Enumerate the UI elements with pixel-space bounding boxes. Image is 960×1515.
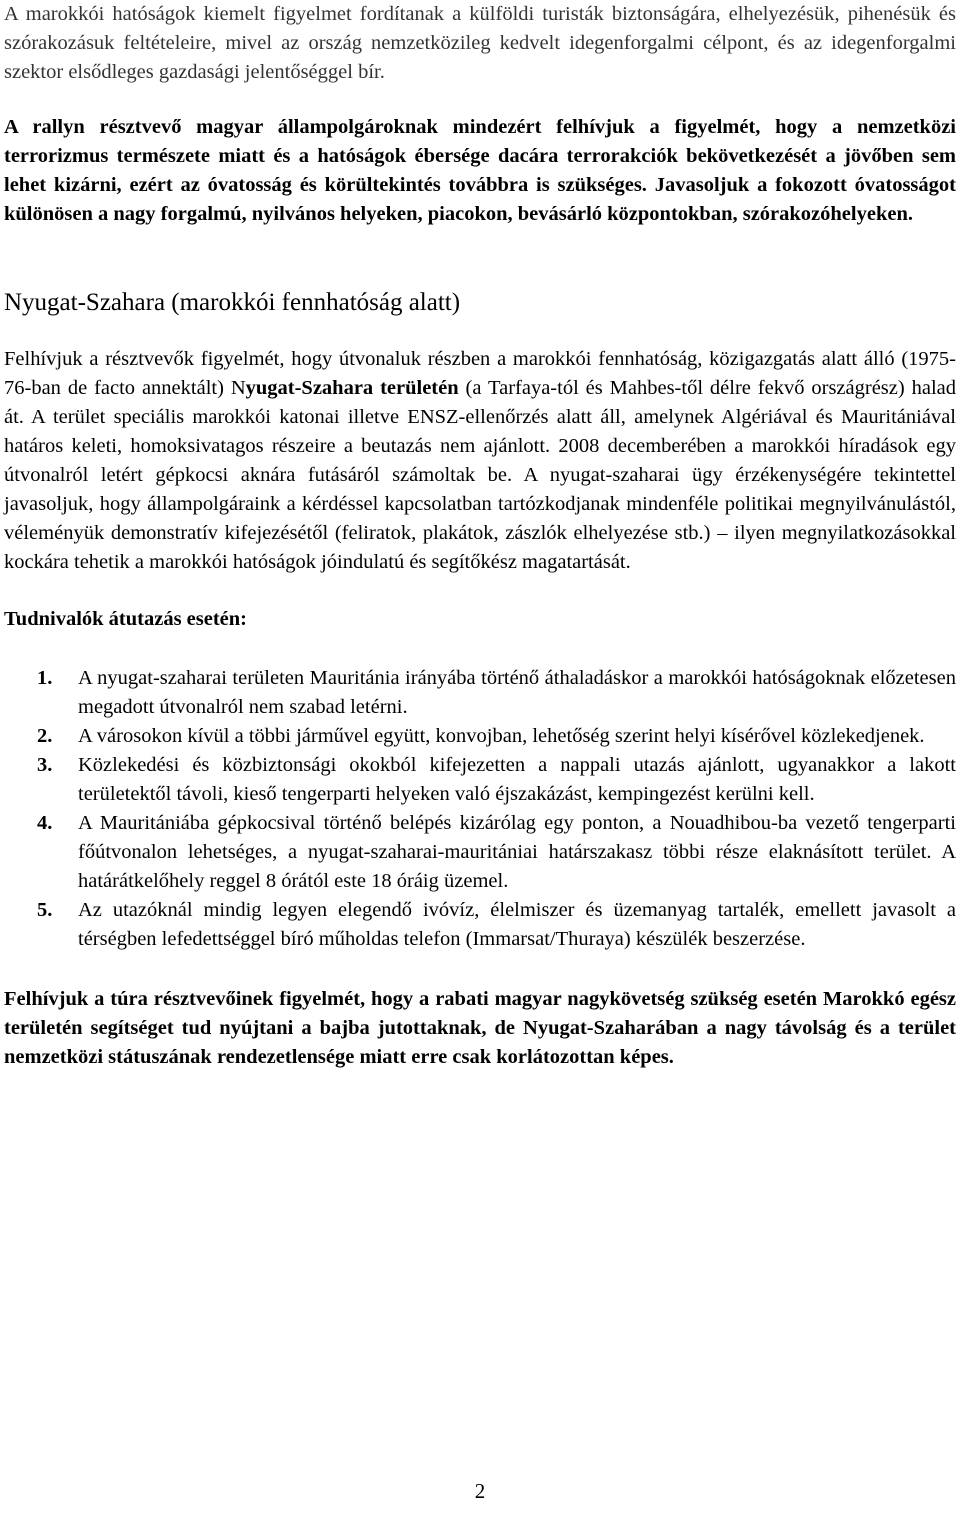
intro-paragraph: A marokkói hatóságok kiemelt figyelmet fordítanak a külföldi turisták biztonságára, elhelyezésük, pihenésük és szórakozásuk feltételeire, mivel az ország nemzetközileg kedvelt idegenforgalmi célpont, és az idegenforgalmi szektor elsődleges gazdasági jelentőséggel bír. bbox=[4, 3, 956, 83]
list-item-text: Az utazóknál mindig legyen elegendő ivóvíz, élelmiszer és üzemanyag tartalék, emellett javasolt a térségben lefedettséggel bíró műholdas telefon (Immarsat/Thuraya) készülék beszerzése. bbox=[78, 899, 956, 950]
list-item-number: 3. bbox=[37, 754, 53, 776]
list-item-text: Közlekedési és közbiztonsági okokból kifejezetten a nappali utazás ajánlott, ugyanakkor a lakott területektől távoli, kieső tengerparti helyeken való éjszakázást, kempingezést kerülni kell. bbox=[78, 754, 956, 805]
list-item-text: A nyugat-szaharai területen Mauritánia irányába történő áthaladáskor a marokkói hatóságoknak előzetesen megadott útvonalról nem szabad letérni. bbox=[78, 667, 956, 718]
list-item-number: 5. bbox=[37, 899, 53, 921]
list-item bbox=[4, 664, 956, 722]
document-page bbox=[4, 0, 956, 1072]
western-sahara-text-part1: Felhívjuk a résztvevők figyelmét, hogy útvonaluk részben a marokkói fennhatóság, közigazgatás alatt álló (1975-76-ban de facto annektált) N bbox=[4, 348, 956, 399]
terrorism-warning-paragraph: A rallyn résztvevő magyar állampolgároknak mindezért felhívjuk a figyelmét, hogy a nemzetközi terrorizmus természete miatt és a hatóságok ébersége dacára terrorakciók bekövetkezését a jövőben sem lehet kizárni, ezért az óvatosság és körültekintés továbbra is szükséges. Javasoljuk a fokozott óvatosságot különösen a nagy forgalmú, nyilvános helyeken, piacokon, bevásárló központokban, szórakozóhelyeken. bbox=[4, 116, 956, 225]
list-item bbox=[4, 809, 956, 896]
list-item-number: 1. bbox=[37, 667, 53, 689]
list-item bbox=[4, 896, 956, 954]
western-sahara-bold-phrase: yugat-Szahara területén bbox=[245, 377, 459, 399]
page-number: 2 bbox=[474, 1479, 486, 1503]
section-title: Nyugat-Szahara (marokkói fennhatóság alatt) bbox=[4, 289, 461, 316]
list-item-number: 2. bbox=[37, 725, 53, 747]
transit-heading: Tudnivalók átutazás esetén: bbox=[4, 608, 247, 630]
embassy-closing-paragraph: Felhívjuk a túra résztvevőinek figyelmét, hogy a rabati magyar nagykövetség szükség esetén Marokkó egész területén segítséget tud nyújtani a bajba jutottaknak, de Nyugat-Szaharában a nagy távolság és a terület nemzetközi státuszának rendezetlensége miatt erre csak korlátozottan képes. bbox=[4, 988, 956, 1068]
transit-list bbox=[4, 664, 956, 954]
western-sahara-text-part2: (a Tarfaya-tól és Mahbes-től délre fekvő országrész) halad át. A terület speciális marokkói katonai illetve ENSZ-ellenőrzés alatt áll, amelynek Algériával és Mauritániával határos keleti, homoksivatagos részeire a beutazás nem ajánlott. 2008 decemberében a marokkói híradások egy útvonalról letért gépkocsi aknára futásáról számoltak be. A nyugat-szaharai ügy érzékenységére tekintettel javasoljuk, hogy állampolgáraink a kérdéssel kapcsolatban tartózkodjanak mindenféle politikai megnyilvánulástól, véleményük demonstratív kifejezésétől (feliratok, plakátok, zászlók elhelyezése stb.) – ilyen megnyilatkozásokkal kockára tehetik a marokkói hatóságok jóindulatú és segítőkész magatartását. bbox=[4, 377, 956, 573]
list-item bbox=[4, 722, 956, 751]
list-item-number: 4. bbox=[37, 812, 53, 834]
list-item bbox=[4, 751, 956, 809]
list-item-text: A városokon kívül a többi járművel együtt, konvojban, lehetőség szerint helyi kísérővel közlekedjenek. bbox=[78, 725, 925, 747]
list-item-text: A Mauritániába gépkocsival történő belépés kizárólag egy ponton, a Nouadhibou-ba vezető tengerparti főútvonalon lehetséges, a nyugat-szaharai-mauritániai határszakasz többi része elaknásított terület. A határátkelőhely reggel 8 órától este 18 óráig üzemel. bbox=[78, 812, 956, 892]
western-sahara-paragraph bbox=[4, 345, 956, 577]
